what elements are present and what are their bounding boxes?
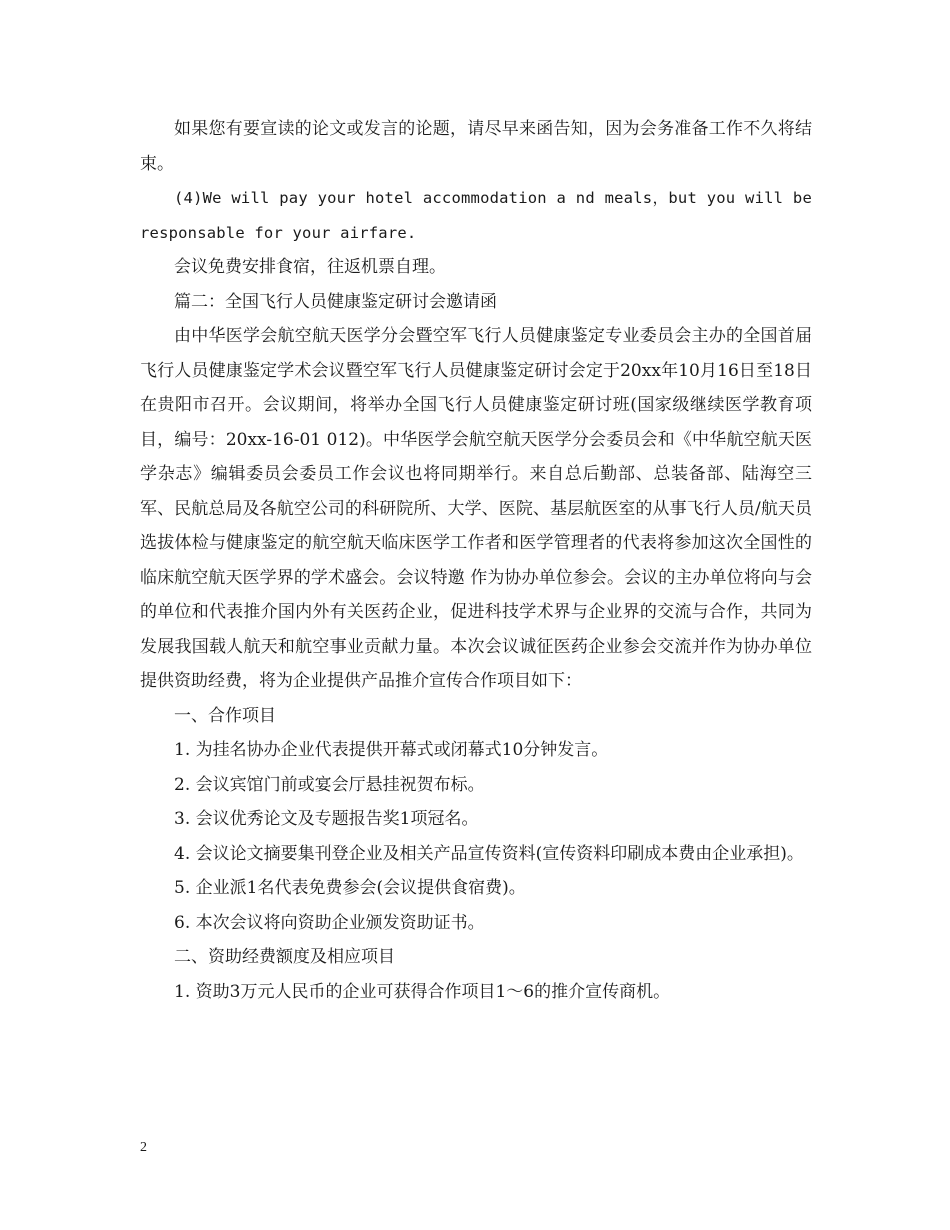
- document-body: [140, 112, 812, 1009]
- paragraph-english-accommodation: (4)We will pay your hotel accommodation a nd meals，but you will be responsable for your airfare.: [140, 189, 812, 242]
- list-item: 3. 会议优秀论文及专题报告奖1项冠名。: [174, 809, 479, 829]
- paragraph-conference-intro: 由中华医学会航空航天医学分会暨空军飞行人员健康鉴定专业委员会主办的全国首届飞行人员健康鉴定学术会议暨空军飞行人员健康鉴定研讨会定于20xx年10月16日至18日在贵阳市召开。会议期间，将举办全国飞行人员健康鉴定研讨班(国家级继续医学教育项目，编号：20xx-16-01 012)。中华医学会航空航天医学分会委员会和《中华航空航天医学杂志》编辑委员会委员工作会议也将同期举行。来自总后勤部、总装备部、陆海空三军、民航总局及各航空公司的科研院所、大学、医院、基层航医室的从事飞行人员/航天员选拔体检与健康鉴定的航空航天临床医学工作者和医学管理者的代表将参加这次全国性的临床航空航天医学界的学术盛会。会议特邀 作为协办单位参会。会议的主办单位将向与会的单位和代表推介国内外有关医药企业，促进科技学术界与企业界的交流与合作，共同为发展我国载人航天和航空事业贡献力量。本次会议诚征医药企业参会交流并作为协办单位提供资助经费，将为企业提供产品推介宣传合作项目如下：: [140, 326, 812, 691]
- heading-cooperation-items: 一、合作项目: [174, 705, 276, 726]
- paragraph-deadline-note: 如果您有要宣读的论文或发言的论题，请尽早来函告知，因为会务准备工作不久将结束。: [140, 119, 812, 174]
- list-item: 1. 为挂名协办企业代表提供开幕式或闭幕式10分钟发言。: [174, 740, 609, 760]
- list-item: 5. 企业派1名代表免费参会(会议提供食宿费)。: [174, 878, 526, 898]
- heading-funding-amount: 二、资助经费额度及相应项目: [174, 947, 395, 967]
- page-number: 2: [140, 1140, 147, 1155]
- list-item: 2. 会议宾馆门前或宴会厅悬挂祝贺布标。: [174, 774, 485, 795]
- list-item: 6. 本次会议将向资助企业颁发资助证书。: [174, 912, 485, 933]
- paragraph-accommodation-translation: 会议免费安排食宿，往返机票自理。: [174, 257, 446, 277]
- list-item: 4. 会议论文摘要集刊登企业及相关产品宣传资料(宣传资料印刷成本费由企业承担)。: [174, 843, 804, 864]
- list-item: 1. 资助3万元人民币的企业可获得合作项目1～6的推介宣传商机。: [174, 981, 671, 1002]
- section-heading-invitation: 篇二：全国飞行人员健康鉴定研讨会邀请函: [174, 291, 497, 312]
